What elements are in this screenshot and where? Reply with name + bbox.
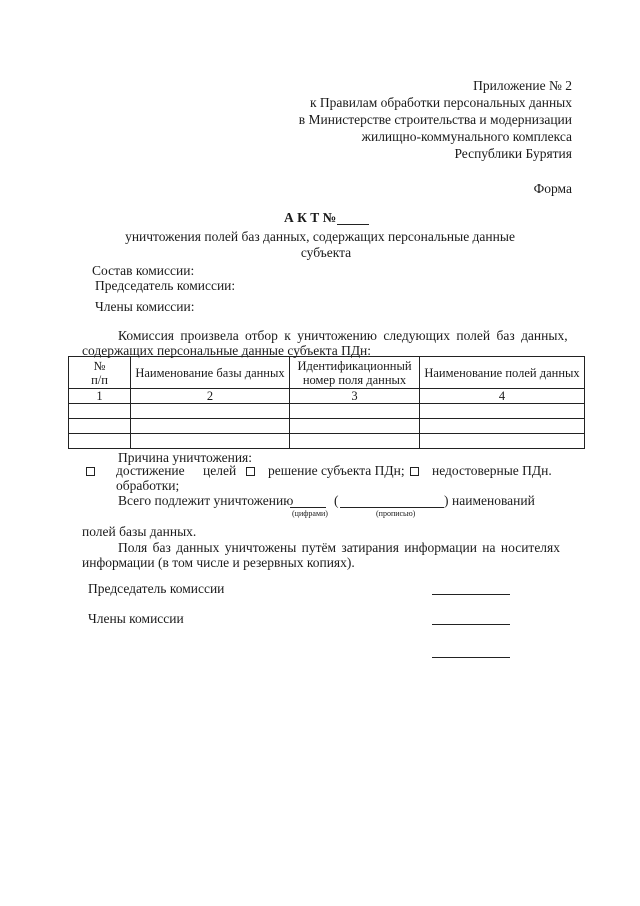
table-cell[interactable] xyxy=(290,404,420,419)
paren-open: ( xyxy=(334,493,339,508)
table-cell[interactable] xyxy=(420,434,585,449)
act-title: А К Т № xyxy=(284,210,337,225)
table-cell[interactable] xyxy=(131,404,290,419)
total-text: Всего подлежит уничтожению xyxy=(118,493,294,508)
table-cell[interactable] xyxy=(131,434,290,449)
signature-members-label: Члены комиссии xyxy=(88,611,184,626)
col-number-2: 2 xyxy=(131,389,290,404)
destroyed-line2: информации (в том числе и резервных копиях). xyxy=(82,555,355,570)
signature-member-line[interactable] xyxy=(432,624,510,625)
reason-goals-b: целей xyxy=(203,463,237,478)
table-cell[interactable] xyxy=(290,434,420,449)
appendix-number: Приложение № 2 xyxy=(473,78,572,93)
commission-chairman: Председатель комиссии: xyxy=(95,278,236,293)
total-digits-line[interactable] xyxy=(290,507,326,508)
signature-chairman-line[interactable] xyxy=(432,594,510,595)
table-cell[interactable] xyxy=(131,419,290,434)
appendix-republic: Республики Бурятия xyxy=(454,146,572,161)
appendix-ministry: в Министерстве строительства и модернизации xyxy=(298,112,572,127)
hint-digits: (цифрами) xyxy=(292,509,328,518)
table-row xyxy=(69,419,585,434)
col-number-1: 1 xyxy=(69,389,131,404)
checkbox-invalid-data[interactable] xyxy=(410,467,419,476)
paren-close: ) xyxy=(444,493,449,508)
table-number-row xyxy=(69,389,585,404)
col-number-4: 4 xyxy=(420,389,585,404)
reason-label: Причина уничтожения: xyxy=(118,450,253,465)
intro-line2: содержащих персональные данные субъекта ПДн: xyxy=(82,343,372,358)
reason-goals-a: достижение xyxy=(116,463,185,478)
checkbox-subject-decision[interactable] xyxy=(246,467,255,476)
reason-goals-c: обработки; xyxy=(116,478,180,493)
table-row xyxy=(69,404,585,419)
commission-composition: Состав комиссии: xyxy=(92,263,195,278)
header-field-id: Идентификационный номер поля данных xyxy=(290,357,420,389)
table-cell[interactable] xyxy=(69,419,131,434)
hint-words: (прописью) xyxy=(376,509,416,518)
intro-line1: Комиссия произвела отбор к уничтожению следующих полей баз данных, xyxy=(118,328,568,343)
header-db-name: Наименование базы данных xyxy=(131,357,290,389)
form-label: Форма xyxy=(533,181,572,196)
commission-members: Члены комиссии: xyxy=(95,299,195,314)
total-words-line[interactable] xyxy=(340,507,444,508)
signature-member-line[interactable] xyxy=(432,657,510,658)
table-cell[interactable] xyxy=(420,419,585,434)
table-cell[interactable] xyxy=(290,419,420,434)
header-num: № п/п xyxy=(69,357,131,389)
total-fields: полей базы данных. xyxy=(82,524,197,539)
col-number-3: 3 xyxy=(290,389,420,404)
reason-invalid-data: недостоверные ПДн. xyxy=(432,463,552,478)
appendix-rules: к Правилам обработки персональных данных xyxy=(309,95,572,110)
reason-subject-decision: решение субъекта ПДн; xyxy=(268,463,405,478)
total-unit: наименований xyxy=(452,493,535,508)
table-cell[interactable] xyxy=(69,434,131,449)
destroyed-line1: Поля баз данных уничтожены путём затирания информации на носителях xyxy=(118,540,561,555)
act-number-line xyxy=(337,224,369,225)
table-header-row xyxy=(69,357,585,389)
checkbox-goals-achieved[interactable] xyxy=(86,467,95,476)
act-subtitle: уничтожения полей баз данных, содержащих персональные данные xyxy=(125,229,515,244)
appendix-complex: жилищно-коммунального комплекса xyxy=(361,129,572,144)
signature-chairman-label: Председатель комиссии xyxy=(88,581,225,596)
fields-table xyxy=(68,356,585,449)
table-row xyxy=(69,434,585,449)
table-cell[interactable] xyxy=(420,404,585,419)
header-field-names: Наименование полей данных xyxy=(420,357,585,389)
act-subtitle-subject: субъекта xyxy=(300,245,352,260)
table-cell[interactable] xyxy=(69,404,131,419)
